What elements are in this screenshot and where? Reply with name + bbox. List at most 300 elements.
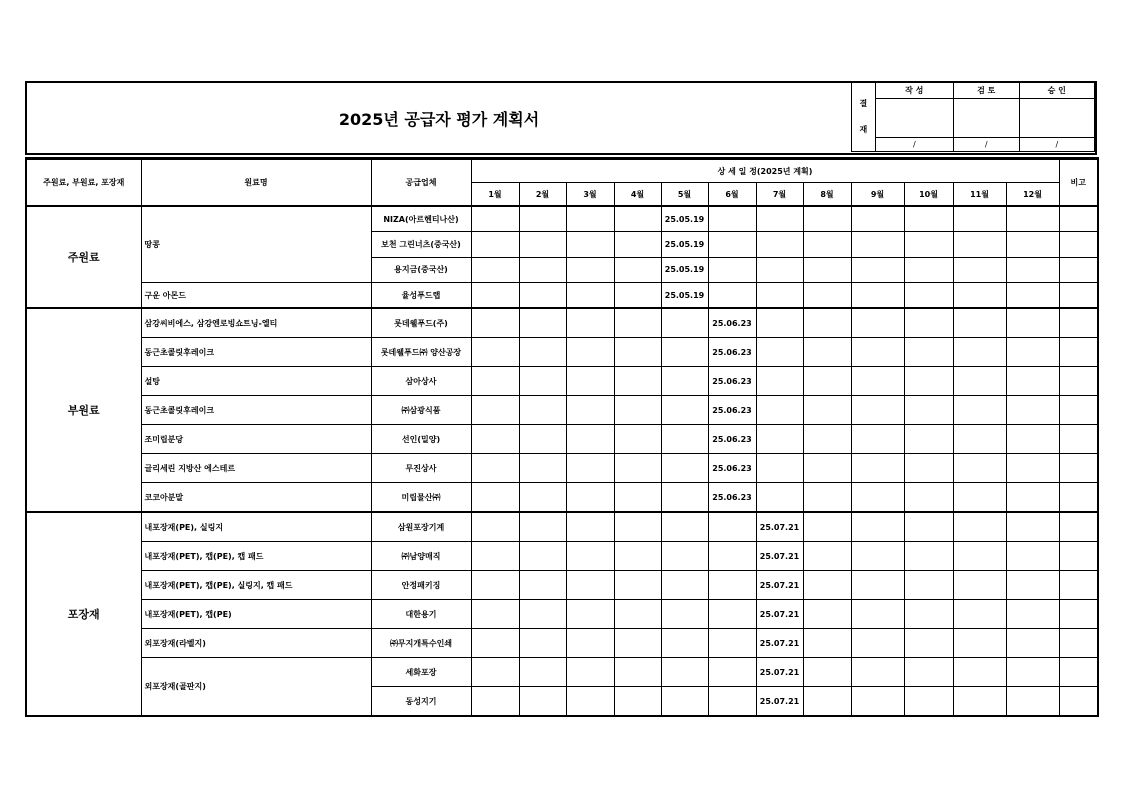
schedule-cell[interactable] [708,629,756,658]
supplier-cell: 용지금(중국산) [371,257,471,282]
approval-date-approver[interactable]: / [1019,138,1094,152]
note-cell[interactable] [1059,425,1098,454]
schedule-cell[interactable] [614,338,661,367]
schedule-cell[interactable] [708,257,756,282]
schedule-cell[interactable] [1006,367,1059,396]
note-cell[interactable] [1059,600,1098,629]
schedule-cell[interactable] [1006,338,1059,367]
schedule-cell[interactable] [519,687,566,717]
schedule-cell[interactable] [661,454,708,483]
table-row [26,600,1098,629]
schedule-cell[interactable] [471,454,519,483]
approval-gyeol: 결 [859,98,868,108]
schedule-cell[interactable] [851,571,904,600]
schedule-cell[interactable] [471,483,519,513]
schedule-cell[interactable] [661,367,708,396]
schedule-cell[interactable] [953,600,1006,629]
schedule-cell[interactable] [803,454,851,483]
schedule-cell[interactable] [519,338,566,367]
schedule-cell[interactable] [756,206,803,232]
schedule-cell[interactable] [756,257,803,282]
schedule-cell[interactable] [661,338,708,367]
schedule-cell[interactable] [614,396,661,425]
schedule-cell[interactable] [661,512,708,542]
schedule-cell[interactable] [803,367,851,396]
schedule-cell[interactable] [614,232,661,257]
schedule-cell[interactable] [661,658,708,687]
supplier-cell: ㈜무지개특수인쇄 [371,629,471,658]
schedule-cell[interactable] [756,367,803,396]
schedule-cell[interactable] [953,396,1006,425]
table-row [26,454,1098,483]
schedule-cell[interactable] [471,512,519,542]
supplier-cell: 대한용기 [371,600,471,629]
table-body [26,206,1098,716]
schedule-cell[interactable] [519,512,566,542]
schedule-cell[interactable] [566,282,614,308]
schedule-cell[interactable] [953,257,1006,282]
schedule-cell[interactable] [851,232,904,257]
schedule-cell[interactable] [851,658,904,687]
schedule-cell[interactable] [566,687,614,717]
schedule-cell[interactable] [566,206,614,232]
schedule-cell[interactable] [851,308,904,338]
table-row [26,425,1098,454]
schedule-date-cell[interactable]: 25.05.19 [661,257,708,282]
approval-sign-writer[interactable] [875,99,953,138]
schedule-cell[interactable] [953,308,1006,338]
schedule-cell[interactable] [566,600,614,629]
schedule-cell[interactable] [953,512,1006,542]
schedule-date-cell[interactable]: 25.06.23 [708,483,756,513]
schedule-cell[interactable] [904,282,953,308]
schedule-cell[interactable] [614,454,661,483]
schedule-cell[interactable] [953,367,1006,396]
schedule-date-cell[interactable]: 25.06.23 [708,367,756,396]
schedule-cell[interactable] [708,232,756,257]
schedule-cell[interactable] [519,257,566,282]
schedule-cell[interactable] [566,571,614,600]
material-cell: 내포장재(PET), 캡(PE), 실링지, 캡 패드 [141,571,371,600]
schedule-cell[interactable] [471,206,519,232]
schedule-cell[interactable] [1006,308,1059,338]
schedule-cell[interactable] [566,367,614,396]
category-cell: 포장재 [26,512,141,716]
schedule-cell[interactable] [708,600,756,629]
category-cell: 부원료 [26,308,141,512]
schedule-cell[interactable] [803,425,851,454]
schedule-cell[interactable] [803,629,851,658]
schedule-cell[interactable] [803,308,851,338]
schedule-cell[interactable] [803,257,851,282]
supplier-cell: 미립물산㈜ [371,483,471,513]
table-row [26,658,1098,687]
schedule-cell[interactable] [566,658,614,687]
schedule-cell[interactable] [566,257,614,282]
schedule-cell[interactable] [519,396,566,425]
schedule-cell[interactable] [904,658,953,687]
schedule-cell[interactable] [803,687,851,717]
supplier-cell: 무진상사 [371,454,471,483]
schedule-cell[interactable] [471,658,519,687]
schedule-date-cell[interactable]: 25.07.21 [756,512,803,542]
schedule-date-cell[interactable]: 25.07.21 [756,542,803,571]
schedule-cell[interactable] [614,658,661,687]
schedule-date-cell[interactable]: 25.06.23 [708,308,756,338]
note-cell[interactable] [1059,257,1098,282]
schedule-cell[interactable] [1006,282,1059,308]
header-month-4: 4월 [614,183,661,207]
schedule-date-cell[interactable]: 25.05.19 [661,282,708,308]
schedule-cell[interactable] [661,396,708,425]
schedule-cell[interactable] [904,629,953,658]
schedule-cell[interactable] [708,282,756,308]
schedule-cell[interactable] [756,425,803,454]
schedule-cell[interactable] [471,396,519,425]
schedule-cell[interactable] [1006,658,1059,687]
note-cell[interactable] [1059,658,1098,687]
document-header [25,81,1097,155]
schedule-cell[interactable] [614,257,661,282]
supplier-cell: 삼아상사 [371,367,471,396]
schedule-cell[interactable] [614,367,661,396]
schedule-cell[interactable] [1006,454,1059,483]
approval-role-approver: 승 인 [1019,82,1094,99]
schedule-cell[interactable] [953,338,1006,367]
schedule-cell[interactable] [471,629,519,658]
schedule-cell[interactable] [904,512,953,542]
header-material: 원료명 [141,159,371,207]
schedule-cell[interactable] [953,232,1006,257]
schedule-cell[interactable] [519,454,566,483]
table-row [26,483,1098,513]
schedule-cell[interactable] [519,629,566,658]
schedule-cell[interactable] [1006,600,1059,629]
schedule-cell[interactable] [614,282,661,308]
note-cell[interactable] [1059,687,1098,717]
schedule-cell[interactable] [471,282,519,308]
schedule-cell[interactable] [471,232,519,257]
material-cell: 동근초콜릿후레이크 [141,338,371,367]
schedule-cell[interactable] [1006,483,1059,513]
schedule-date-cell[interactable]: 25.05.19 [661,232,708,257]
schedule-cell[interactable] [1006,396,1059,425]
schedule-cell[interactable] [708,206,756,232]
schedule-cell[interactable] [756,483,803,513]
supplier-cell: 삼원포장기계 [371,512,471,542]
schedule-cell[interactable] [756,308,803,338]
schedule-cell[interactable] [661,600,708,629]
schedule-cell[interactable] [953,629,1006,658]
supplier-cell: 선인(밀양) [371,425,471,454]
schedule-cell[interactable] [661,629,708,658]
schedule-cell[interactable] [851,257,904,282]
schedule-cell[interactable] [708,571,756,600]
schedule-cell[interactable] [614,308,661,338]
approval-date-writer[interactable]: / [875,138,953,152]
supplier-cell: 롯데웰푸드㈜ 양산공장 [371,338,471,367]
schedule-cell[interactable] [803,396,851,425]
schedule-cell[interactable] [953,542,1006,571]
schedule-cell[interactable] [614,206,661,232]
table-row [26,629,1098,658]
supplier-cell: 율성푸드랩 [371,282,471,308]
schedule-cell[interactable] [614,512,661,542]
schedule-cell[interactable] [851,542,904,571]
schedule-cell[interactable] [471,600,519,629]
approval-label [852,82,876,152]
schedule-cell[interactable] [803,658,851,687]
schedule-cell[interactable] [566,308,614,338]
schedule-cell[interactable] [851,512,904,542]
approval-sign-reviewer[interactable] [953,99,1019,138]
schedule-date-cell[interactable]: 25.07.21 [756,687,803,717]
note-cell[interactable] [1059,629,1098,658]
table-row [26,308,1098,338]
schedule-date-cell[interactable]: 25.07.21 [756,571,803,600]
schedule-cell[interactable] [519,282,566,308]
schedule-cell[interactable] [471,367,519,396]
header-schedule: 상 세 일 정(2025년 계획) [471,159,1059,183]
schedule-cell[interactable] [661,425,708,454]
category-cell: 주원료 [26,206,141,308]
schedule-cell[interactable] [661,483,708,513]
schedule-cell[interactable] [471,308,519,338]
schedule-cell[interactable] [756,232,803,257]
schedule-date-cell[interactable]: 25.05.19 [661,206,708,232]
note-cell[interactable] [1059,396,1098,425]
approval-sign-approver[interactable] [1019,99,1094,138]
schedule-cell[interactable] [756,282,803,308]
header-month-8: 8월 [803,183,851,207]
schedule-cell[interactable] [904,571,953,600]
schedule-date-cell[interactable]: 25.07.21 [756,658,803,687]
schedule-cell[interactable] [851,600,904,629]
note-cell[interactable] [1059,483,1098,513]
header-month-5: 5월 [661,183,708,207]
schedule-cell[interactable] [471,571,519,600]
schedule-cell[interactable] [519,658,566,687]
schedule-cell[interactable] [803,571,851,600]
schedule-cell[interactable] [614,600,661,629]
schedule-date-cell[interactable]: 25.07.21 [756,629,803,658]
table-row [26,571,1098,600]
schedule-cell[interactable] [1006,425,1059,454]
schedule-cell[interactable] [1006,257,1059,282]
schedule-cell[interactable] [953,658,1006,687]
schedule-cell[interactable] [803,512,851,542]
schedule-cell[interactable] [904,257,953,282]
note-cell[interactable] [1059,338,1098,367]
schedule-cell[interactable] [661,542,708,571]
supplier-cell: NIZA(아르헨티나산) [371,206,471,232]
schedule-cell[interactable] [953,454,1006,483]
schedule-cell[interactable] [614,687,661,717]
schedule-cell[interactable] [708,512,756,542]
schedule-cell[interactable] [953,687,1006,717]
schedule-cell[interactable] [471,687,519,717]
schedule-cell[interactable] [519,425,566,454]
schedule-cell[interactable] [904,396,953,425]
schedule-cell[interactable] [566,454,614,483]
material-cell: 동근초콜릿후레이크 [141,396,371,425]
schedule-cell[interactable] [953,206,1006,232]
schedule-cell[interactable] [519,367,566,396]
schedule-cell[interactable] [904,367,953,396]
header-month-11: 11월 [953,183,1006,207]
schedule-cell[interactable] [471,338,519,367]
table-row [26,338,1098,367]
schedule-cell[interactable] [519,206,566,232]
schedule-cell[interactable] [519,571,566,600]
note-cell[interactable] [1059,206,1098,232]
schedule-date-cell[interactable]: 25.06.23 [708,425,756,454]
schedule-cell[interactable] [953,483,1006,513]
schedule-cell[interactable] [566,542,614,571]
schedule-cell[interactable] [851,454,904,483]
schedule-date-cell[interactable]: 25.06.23 [708,396,756,425]
schedule-cell[interactable] [904,232,953,257]
schedule-cell[interactable] [851,282,904,308]
schedule-cell[interactable] [1006,512,1059,542]
schedule-date-cell[interactable]: 25.07.21 [756,600,803,629]
schedule-cell[interactable] [1006,232,1059,257]
schedule-cell[interactable] [566,483,614,513]
schedule-cell[interactable] [708,658,756,687]
schedule-cell[interactable] [904,454,953,483]
note-cell[interactable] [1059,454,1098,483]
schedule-cell[interactable] [803,600,851,629]
schedule-cell[interactable] [566,629,614,658]
schedule-date-cell[interactable]: 25.06.23 [708,454,756,483]
schedule-cell[interactable] [519,308,566,338]
schedule-cell[interactable] [803,483,851,513]
note-cell[interactable] [1059,282,1098,308]
schedule-cell[interactable] [803,542,851,571]
supplier-cell: 동성지기 [371,687,471,717]
supplier-cell: 롯데웰푸드(주) [371,308,471,338]
material-cell: 코코아분말 [141,483,371,513]
material-cell: 구운 아몬드 [141,282,371,308]
header-month-1: 1월 [471,183,519,207]
approval-role-writer: 작 성 [875,82,953,99]
header-supplier: 공급업체 [371,159,471,207]
schedule-cell[interactable] [803,338,851,367]
schedule-cell[interactable] [661,308,708,338]
schedule-cell[interactable] [803,206,851,232]
schedule-cell[interactable] [904,338,953,367]
schedule-cell[interactable] [1006,687,1059,717]
schedule-cell[interactable] [904,542,953,571]
schedule-cell[interactable] [756,454,803,483]
schedule-cell[interactable] [803,232,851,257]
schedule-cell[interactable] [614,483,661,513]
schedule-cell[interactable] [904,600,953,629]
schedule-cell[interactable] [519,232,566,257]
schedule-cell[interactable] [566,425,614,454]
material-cell: 외포장재(골판지) [141,658,371,717]
note-cell[interactable] [1059,571,1098,600]
schedule-cell[interactable] [1006,629,1059,658]
schedule-cell[interactable] [851,367,904,396]
supplier-cell: ㈜남양매직 [371,542,471,571]
schedule-cell[interactable] [953,282,1006,308]
schedule-cell[interactable] [851,338,904,367]
schedule-cell[interactable] [904,425,953,454]
schedule-cell[interactable] [851,629,904,658]
material-cell: 외포장재(라벨지) [141,629,371,658]
schedule-cell[interactable] [614,629,661,658]
schedule-cell[interactable] [851,483,904,513]
header-month-2: 2월 [519,183,566,207]
header-category: 주원료, 부원료, 포장재 [26,159,141,207]
schedule-cell[interactable] [1006,542,1059,571]
schedule-cell[interactable] [566,396,614,425]
schedule-cell[interactable] [708,542,756,571]
schedule-cell[interactable] [661,687,708,717]
schedule-cell[interactable] [614,425,661,454]
header-month-6: 6월 [708,183,756,207]
note-cell[interactable] [1059,308,1098,338]
schedule-date-cell[interactable]: 25.06.23 [708,338,756,367]
schedule-cell[interactable] [708,687,756,717]
note-cell[interactable] [1059,512,1098,542]
schedule-cell[interactable] [471,257,519,282]
schedule-cell[interactable] [1006,571,1059,600]
approval-date-reviewer[interactable]: / [953,138,1019,152]
schedule-cell[interactable] [519,600,566,629]
schedule-cell[interactable] [851,687,904,717]
schedule-cell[interactable] [904,308,953,338]
note-cell[interactable] [1059,542,1098,571]
material-cell: 내포장재(PE), 실링지 [141,512,371,542]
note-cell[interactable] [1059,367,1098,396]
note-cell[interactable] [1059,232,1098,257]
schedule-cell[interactable] [566,338,614,367]
supplier-cell: 안정패키징 [371,571,471,600]
schedule-cell[interactable] [851,425,904,454]
schedule-cell[interactable] [953,425,1006,454]
schedule-cell[interactable] [851,396,904,425]
schedule-cell[interactable] [566,232,614,257]
schedule-cell[interactable] [904,483,953,513]
header-month-10: 10월 [904,183,953,207]
schedule-cell[interactable] [661,571,708,600]
schedule-cell[interactable] [803,282,851,308]
schedule-cell[interactable] [471,542,519,571]
header-note: 비고 [1059,159,1098,207]
schedule-cell[interactable] [519,542,566,571]
schedule-cell[interactable] [904,687,953,717]
schedule-cell[interactable] [904,206,953,232]
header-month-12: 12월 [1006,183,1059,207]
schedule-cell[interactable] [614,571,661,600]
schedule-cell[interactable] [566,512,614,542]
schedule-cell[interactable] [953,571,1006,600]
table-row [26,367,1098,396]
header-month-7: 7월 [756,183,803,207]
schedule-cell[interactable] [851,206,904,232]
schedule-cell[interactable] [519,483,566,513]
schedule-cell[interactable] [1006,206,1059,232]
schedule-cell[interactable] [614,542,661,571]
schedule-cell[interactable] [471,425,519,454]
table-row [26,512,1098,542]
approval-box [851,81,1095,152]
schedule-cell[interactable] [756,396,803,425]
approval-jae: 재 [859,124,868,134]
schedule-cell[interactable] [756,338,803,367]
